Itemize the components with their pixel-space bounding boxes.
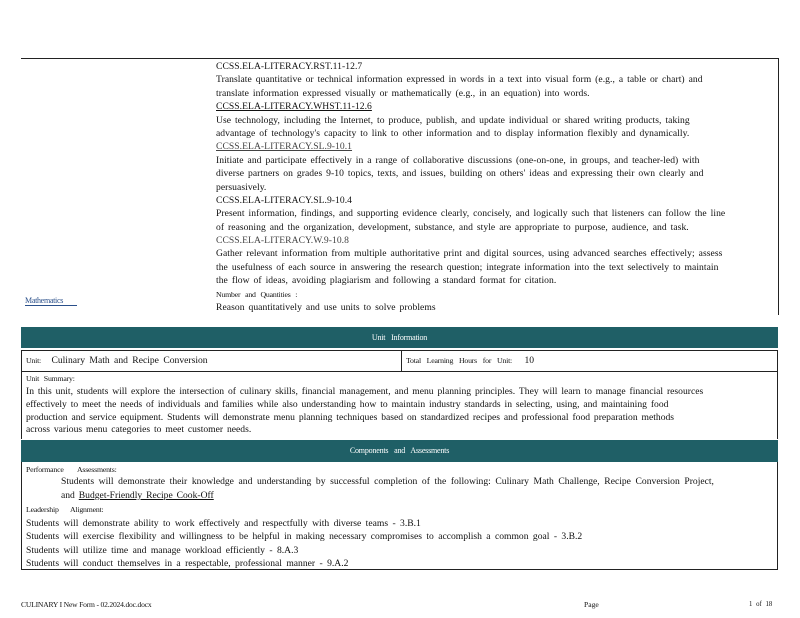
summary-line: across various menu categories to meet customer needs. <box>26 424 252 436</box>
standard-line: diverse partners on grades 9-10 topics, texts, and issues, building on others' ideas and expressing their own clearly and <box>216 168 704 180</box>
cell-divider <box>401 351 402 371</box>
standard-line: Reason quantitatively and use units to solve problems <box>216 302 436 314</box>
hours-value: 10 <box>524 355 535 366</box>
summary-line: In this unit, students will explore the intersection of culinary skills, financial management, and menu planning principles. They will learn to manage financial resources <box>26 386 704 397</box>
standard-line: persuasively. <box>216 181 267 193</box>
hours-cell <box>406 351 534 371</box>
standard-line <box>216 140 764 153</box>
leadership-item: Students will exercise flexibility and willingness to be helpful in making necessary compromises to accomplish a common goal - 3.B.2 <box>26 531 583 543</box>
standard-line: Initiate and participate effectively in a range of collaborative discussions (one-on-one, in groups, and teacher-led) with <box>216 154 700 166</box>
standard-code-sl1[interactable]: CCSS.ELA-LITERACY.SL.9-10.1 <box>216 141 353 153</box>
unit-label: Unit: <box>26 356 42 365</box>
standard-line <box>216 60 764 73</box>
unit-name: Culinary Math and Recipe Conversion <box>51 355 208 366</box>
standard-line: advantage of technology's capacity to link to other information and to display information flexibly and dynamically. <box>216 127 690 139</box>
standard-line: the usefulness of each source in answering the research question; integrate information into the text selectively to maintain <box>216 261 719 273</box>
leadership-list <box>26 517 582 570</box>
hours-label: Total Learning Hours for Unit: <box>406 356 513 365</box>
components-assessments-header: Components and Assessments <box>21 440 778 462</box>
components-section <box>21 462 778 570</box>
footer-page-label: Page <box>584 600 599 609</box>
standard-line: of reasoning and the organization, development, substance, and style are appropriate to purpose, audience, and task. <box>216 221 689 233</box>
leadership-item: Students will conduct themselves in a respectable, professional manner - 9.A.2 <box>26 557 349 569</box>
performance-prefix: and <box>61 490 79 501</box>
standard-line: Use technology, including the Internet, to produce, publish, and update individual or shared writing products, taking <box>216 114 690 126</box>
summary-line: effectively to meet the needs of individuals and families while also understanding how to maintain industry standards in selecting, using, and maintaining food <box>26 398 669 410</box>
subject-label-mathematics: Mathematics <box>25 296 77 306</box>
standard-code-w8: CCSS.ELA-LITERACY.W.9-10.8 <box>216 235 349 247</box>
unit-summary <box>21 372 778 439</box>
unit-name-cell <box>26 351 396 371</box>
budget-cookoff-link[interactable]: Budget-Friendly Recipe Cook-Off <box>78 490 214 501</box>
leadership-alignment-label: Leadership Alignment: <box>26 505 104 514</box>
unit-information-header: Unit Information <box>21 327 778 348</box>
standard-line: the flow of ideas, avoiding plagiarism and following a standard format for citation. <box>216 275 557 287</box>
strand-heading: Number and Quantities : <box>216 289 298 299</box>
standard-line: Translate quantitative or technical information expressed in words in a text into visual form (e.g., a table or chart) and <box>216 74 703 86</box>
leadership-item: Students will utilize time and manage workload efficiently - 8.A.3 <box>26 544 299 556</box>
column-divider <box>209 59 210 315</box>
performance-assessments-label: Performance Assessments: <box>26 465 117 474</box>
standard-line: translate information expressed visually or mathematically (e.g., in an equation) into words. <box>216 87 590 99</box>
performance-text: Students will demonstrate their knowledge and understanding by successful completion of the following: Culinary Math Challenge, Recipe Conversion Project, <box>61 476 714 487</box>
summary-text <box>26 386 766 437</box>
standard-line <box>216 234 764 247</box>
standard-line <box>216 100 764 113</box>
standard-line: Present information, findings, and supporting evidence clearly, concisely, and logically such that listeners can follow the line <box>216 208 726 220</box>
standards-section <box>21 58 779 315</box>
standard-code-whst[interactable]: CCSS.ELA-LITERACY.WHST.11-12.6 <box>216 101 372 113</box>
footer-page-number: 1 of 18 <box>749 601 773 608</box>
standard-code-sl4: CCSS.ELA-LITERACY.SL.9-10.4 <box>216 194 353 206</box>
standard-code-rst: CCSS.ELA-LITERACY.RST.11-12.7 <box>216 61 363 72</box>
standard-line: Gather relevant information from multiple authoritative print and digital sources, using advanced searches effectively; assess <box>216 248 723 260</box>
footer-filename: CULINARY I New Form - 02.2024.doc.docx <box>21 600 152 609</box>
summary-label: Unit Summary: <box>26 374 75 383</box>
standards-list <box>216 60 764 314</box>
leadership-item: Students will demonstrate ability to work effectively and respectfully with diverse teams - 3.B.1 <box>26 518 421 529</box>
unit-row <box>21 350 778 372</box>
standard-line <box>216 194 764 207</box>
summary-line: production and service equipment. Students will demonstrate menu planning techniques based on standardized recipes and professional food preparation methods <box>26 411 675 423</box>
performance-text-continued <box>61 490 214 501</box>
